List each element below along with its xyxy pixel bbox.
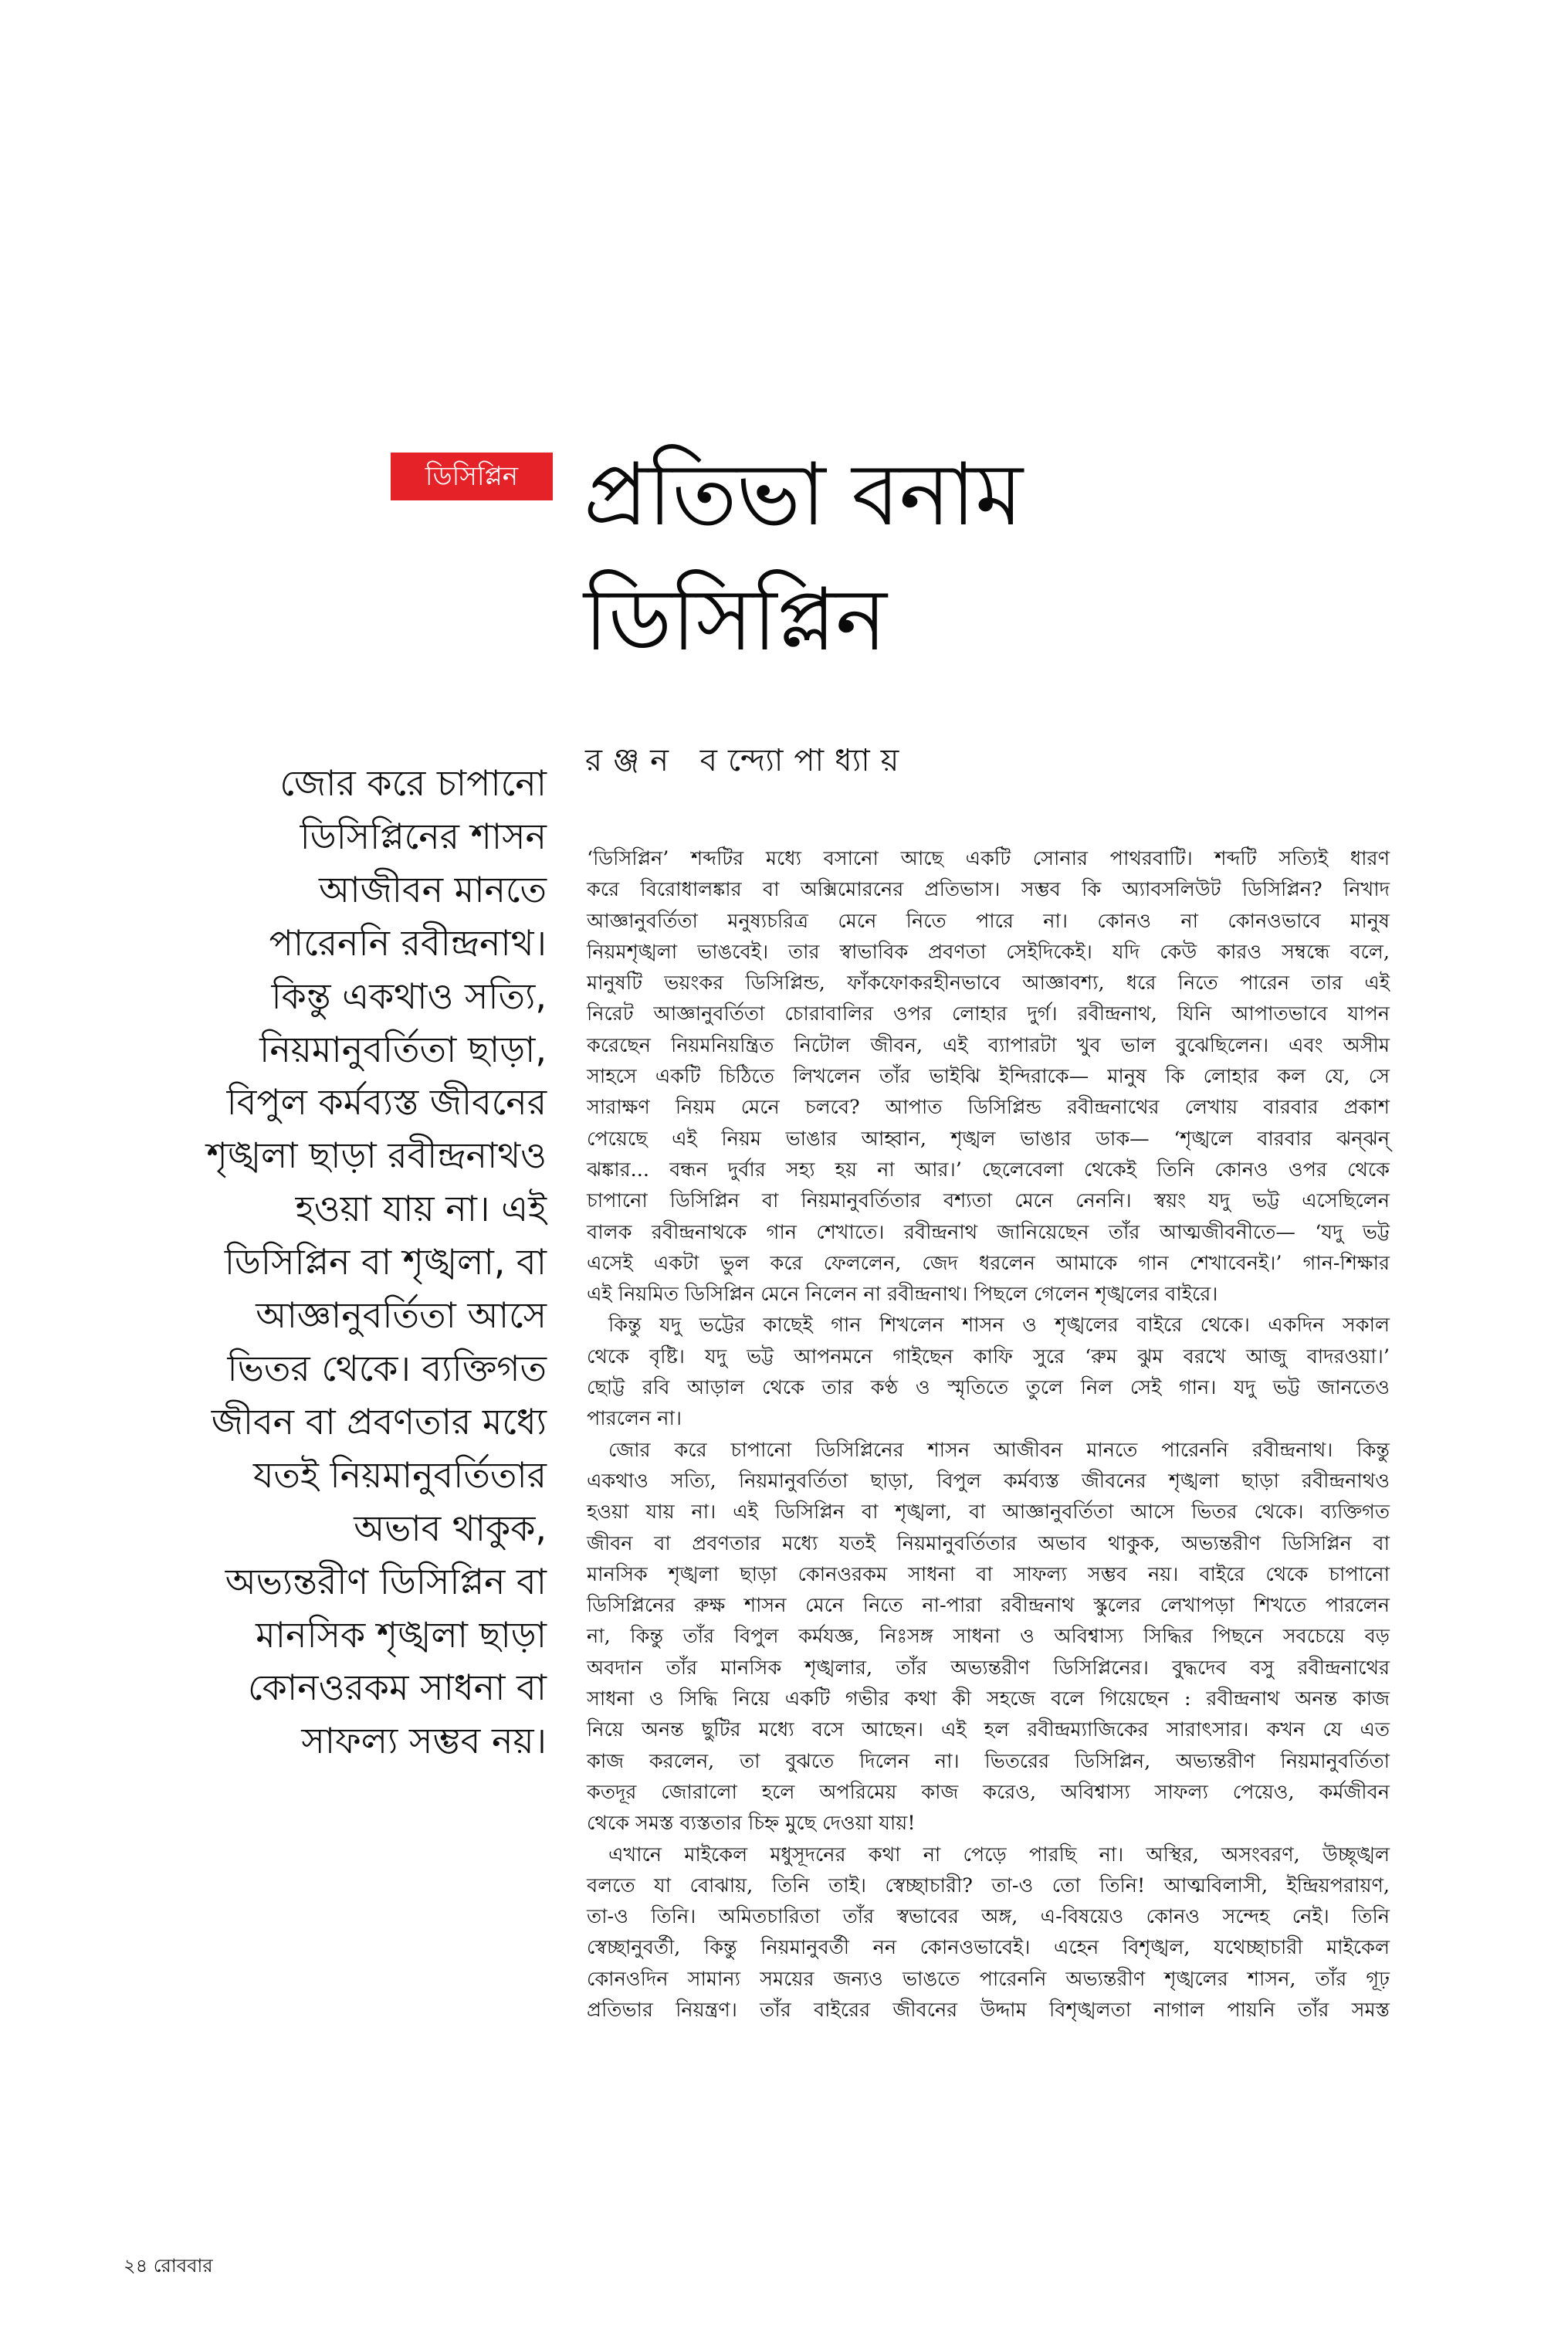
- body-line: বলতে যা বোঝায়, তিনি তাই। স্বেচ্ছাচারী? তা-ও তো তিনি! আত্মবিলাসী, ইন্দ্রিয়পরায়ণ,: [587, 1873, 1390, 1897]
- body-line: প্রতিভার নিয়ন্ত্রণ। তাঁর বাইরের জীবনের উদ্দাম বিশৃঙ্খলতা নাগাল পায়নি তাঁর সমস্ত: [587, 1998, 1390, 2022]
- pull-quote-line: জোর করে চাপানো: [279, 762, 547, 804]
- pull-quote-line: শৃঙ্খলা ছাড়া রবীন্দ্রনাথও: [206, 1134, 547, 1177]
- headline-line: ডিসিপ্লিন: [584, 570, 886, 670]
- body-line: নিয়ে অনন্ত ছুটির মধ্যে বসে আছেন। এই হল রবীন্দ্রম্যাজিকের সারাৎসার। কখন যে এত: [587, 1718, 1390, 1742]
- body-line: পারলেন না।: [587, 1407, 682, 1431]
- body-line: আজ্ঞানুবর্তিতা মনুষ্যচরিত্র মেনে নিতে পারে না। কোনও না কোনওভাবে মানুষ: [587, 909, 1390, 933]
- body-line: নিরেট আজ্ঞানুবর্তিতা চোরাবালির ওপর লোহার দুর্গ। রবীন্দ্রনাথ, যিনি আপাতভাবে যাপন: [587, 1002, 1390, 1026]
- pull-quote-line: ডিসিপ্লিনের শাসন: [300, 815, 547, 857]
- body-line: কিন্তু যদু ভট্টের কাছেই গান শিখলেন শাসন ও শৃঙ্খলের বাইরে থেকে। একদিন সকাল: [608, 1314, 1390, 1338]
- pull-quote-line: আজ্ঞানুবর্তিতা আসে: [256, 1294, 547, 1337]
- body-line: করে বিরোধালঙ্কার বা অক্সিমোরনের প্রতিভাস। সম্ভব কি অ্যাবসলিউট ডিসিপ্লিন? নিখাদ: [587, 878, 1390, 902]
- pull-quote-line: জীবন বা প্রবণতার মধ্যে: [211, 1400, 547, 1443]
- headline-line: প্রতিভা বনাম: [584, 445, 1023, 545]
- body-line: জীবন বা প্রবণতার মধ্যে যতই নিয়মানুবর্তিতার অভাব থাকুক, অভ্যন্তরীণ ডিসিপ্লিন বা: [587, 1531, 1390, 1555]
- body-line: স্বেচ্ছানুবর্তী, কিন্তু নিয়মানুবর্তী নন কোনওভাবেই। এহেন বিশৃঙ্খল, যথেচ্ছাচারী মাইকেল: [587, 1936, 1390, 1960]
- pull-quote-line: যতই নিয়মানুবর্তিতার: [252, 1453, 547, 1496]
- body-line: অবদান তাঁর মানসিক শৃঙ্খলার, তাঁর অভ্যন্তরীণ ডিসিপ্লিনের। বুদ্ধদেব বসু রবীন্দ্রনাথের: [587, 1656, 1390, 1680]
- body-line: এখানে মাইকেল মধুসূদনের কথা না পেড়ে পারছি না। অস্থির, অসংবরণ, উচ্ছৃঙ্খল: [608, 1843, 1390, 1867]
- pull-quote-line: পারেননি রবীন্দ্রনাথ।: [269, 921, 547, 964]
- pull-quote-line: আজীবন মানতে: [319, 868, 547, 910]
- body-line: ডিসিপ্লিনের রুক্ষ শাসন মেনে নিতে না-পারা রবীন্দ্রনাথ স্কুলের লেখাপড়া শিখতে পারলেন: [587, 1594, 1390, 1618]
- pull-quote-line: হওয়া যায় না। এই: [295, 1188, 547, 1230]
- article-paragraph: [587, 1310, 1390, 1434]
- body-line: কাজ করলেন, তা বুঝতে দিলেন না। ভিতরের ডিসিপ্লিন, অভ্যন্তরীণ নিয়মানুবর্তিতা: [587, 1749, 1390, 1773]
- headline: [584, 432, 1356, 683]
- body-line: একথাও সত্যি, নিয়মানুবর্তিতা ছাড়া, বিপুল কর্মব্যস্ত জীবনের শৃঙ্খলা ছাড়া রবীন্দ্রনাথও: [587, 1469, 1390, 1493]
- body-line: মানুষটি ভয়ংকর ডিসিপ্লিন্ড, ফাঁকফোকরহীনভাবে আজ্ঞাবশ্য, ধরে নিতে পারেন তার এই: [587, 971, 1390, 995]
- body-line: সাধনা ও সিদ্ধি নিয়ে একটি গভীর কথা কী সহজে বলে গিয়েছেন : রবীন্দ্রনাথ অনন্ত কাজ: [587, 1687, 1390, 1711]
- pull-quote-line: মানসিক শৃঙ্খলা ছাড়া: [256, 1613, 547, 1656]
- body-line: কতদূর জোরালো হলে অপরিমেয় কাজ করেও, অবিশ্বাস্য সাফল্য পেয়েও, কর্মজীবন: [587, 1780, 1390, 1804]
- pull-quote: [124, 757, 547, 1768]
- page-folio: ২৪ রোববার: [124, 2255, 213, 2277]
- body-line: বালক রবীন্দ্রনাথকে গান শেখাতে। রবীন্দ্রনাথ জানিয়েছেন তাঁর আত্মজীবনীতে— ‘যদু ভট্ট: [587, 1220, 1390, 1244]
- pull-quote-line: অভ্যন্তরীণ ডিসিপ্লিন বা: [225, 1560, 547, 1602]
- pull-quote-line: ডিসিপ্লিন বা শৃঙ্খলা, বা: [224, 1241, 547, 1283]
- article-paragraph: [587, 1839, 1390, 2026]
- pull-quote-line: ভিতর থেকে। ব্যক্তিগত: [227, 1347, 547, 1389]
- body-line: পেয়েছে এই নিয়ম ভাঙার আহ্বান, শৃঙ্খল ভাঙার ডাক— ‘শৃঙ্খলে বারবার ঝন্‌ঝন্‌: [587, 1127, 1390, 1151]
- author-byline: রঞ্জন বন্দ্যোপাধ্যায়: [585, 743, 910, 778]
- pull-quote-line: কোনওরকম সাধনা বা: [247, 1667, 547, 1709]
- article-paragraph: [587, 843, 1390, 1310]
- pull-quote-line: অভাব থাকুক,: [354, 1507, 547, 1549]
- body-line: জোর করে চাপানো ডিসিপ্লিনের শাসন আজীবন মানতে পারেননি রবীন্দ্রনাথ। কিন্তু: [608, 1438, 1390, 1462]
- section-tag: ডিসিপ্লিন: [391, 453, 553, 500]
- body-line: ছোট্ট রবি আড়াল থেকে তার কণ্ঠ ও স্মৃতিতে তুলে নিল সেই গান। যদু ভট্ট জানতেও: [587, 1376, 1390, 1400]
- body-line: এই নিয়মিত ডিসিপ্লিন মেনে নিলেন না রবীন্দ্রনাথ। পিছলে গেলেন শৃঙ্খলের বাইরে।: [587, 1283, 1218, 1307]
- body-line: নিয়মশৃঙ্খলা ভাঙবেই। তার স্বাভাবিক প্রবণতা সেইদিকেই। যদি কেউ কারও সম্বন্ধে বলে,: [587, 940, 1390, 964]
- pull-quote-line: নিয়মানুবর্তিতা ছাড়া,: [259, 1028, 547, 1070]
- body-line: না, কিন্তু তাঁর বিপুল কর্মযজ্ঞ, নিঃসঙ্গ সাধনা ও অবিশ্বাস্য সিদ্ধির পিছনে সবচেয়ে বড়: [587, 1625, 1390, 1649]
- body-line: থেকে বৃষ্টি। যদু ভট্ট আপনমনে গাইছেন কাফি সুরে ‘রুম ঝুম বরখে আজু বাদরওয়া।’: [587, 1344, 1390, 1368]
- body-line: থেকে সমস্ত ব্যস্ততার চিহ্ন মুছে দেওয়া যায়!: [587, 1812, 916, 1836]
- article-paragraph: [587, 1435, 1390, 1839]
- body-line: ঝঙ্কার... বন্ধন দুর্বার সহ্য হয় না আর।’ ছেলেবেলা থেকেই তিনি কোনও ওপর থেকে: [587, 1158, 1390, 1182]
- body-line: সারাক্ষণ নিয়ম মেনে চলবে? আপাত ডিসিপ্লিন্ড রবীন্দ্রনাথের লেখায় বারবার প্রকাশ: [587, 1096, 1390, 1120]
- body-line: হওয়া যায় না। এই ডিসিপ্লিন বা শৃঙ্খলা, বা আজ্ঞানুবর্তিতা আসে ভিতর থেকে। ব্যক্তিগত: [587, 1500, 1390, 1524]
- body-line: এসেই একটা ভুল করে ফেললেন, জেদ ধরলেন আমাকে গান শেখাবেনই।’ গান-শিক্ষার: [587, 1251, 1390, 1275]
- body-line: সাহসে একটি চিঠিতে লিখলেন তাঁর ভাইঝি ইন্দিরাকে— মানুষ কি লোহার কল যে, সে: [587, 1065, 1390, 1089]
- body-line: তা-ও তিনি। অমিতচারিতা তাঁর স্বভাবের অঙ্গ, এ-বিষয়েও কোনও সন্দেহ নেই। তিনি: [587, 1905, 1390, 1929]
- body-line: করেছেন নিয়মনিয়ন্ত্রিত নিটোল জীবন, এই ব্যাপারটা খুব ভাল বুঝেছিলেন। এবং অসীম: [587, 1033, 1390, 1057]
- body-line: চাপানো ডিসিপ্লিন বা নিয়মানুবর্তিতার বশ্যতা মেনে নেননি। স্বয়ং যদু ভট্ট এসেছিলেন: [587, 1189, 1390, 1213]
- pull-quote-line: সাফল্য সম্ভব নয়।: [301, 1720, 547, 1762]
- body-line: ‘ডিসিপ্লিন’ শব্দটির মধ্যে বসানো আছে একটি সোনার পাথরবাটি। শব্দটি সত্যিই ধারণ: [587, 847, 1390, 870]
- pull-quote-line: বিপুল কর্মব্যস্ত জীবনের: [226, 1081, 547, 1124]
- body-line: মানসিক শৃঙ্খলা ছাড়া কোনওরকম সাধনা বা সাফল্য সম্ভব নয়। বাইরে থেকে চাপানো: [587, 1562, 1390, 1586]
- body-line: কোনওদিন সামান্য সময়ের জন্যও ভাঙতে পারেননি অভ্যন্তরীণ শৃঙ্খলের শাসন, তাঁর গূঢ়: [587, 1967, 1390, 1991]
- article-body: [587, 843, 1390, 2026]
- pull-quote-line: কিন্তু একথাও সত্যি,: [271, 975, 547, 1017]
